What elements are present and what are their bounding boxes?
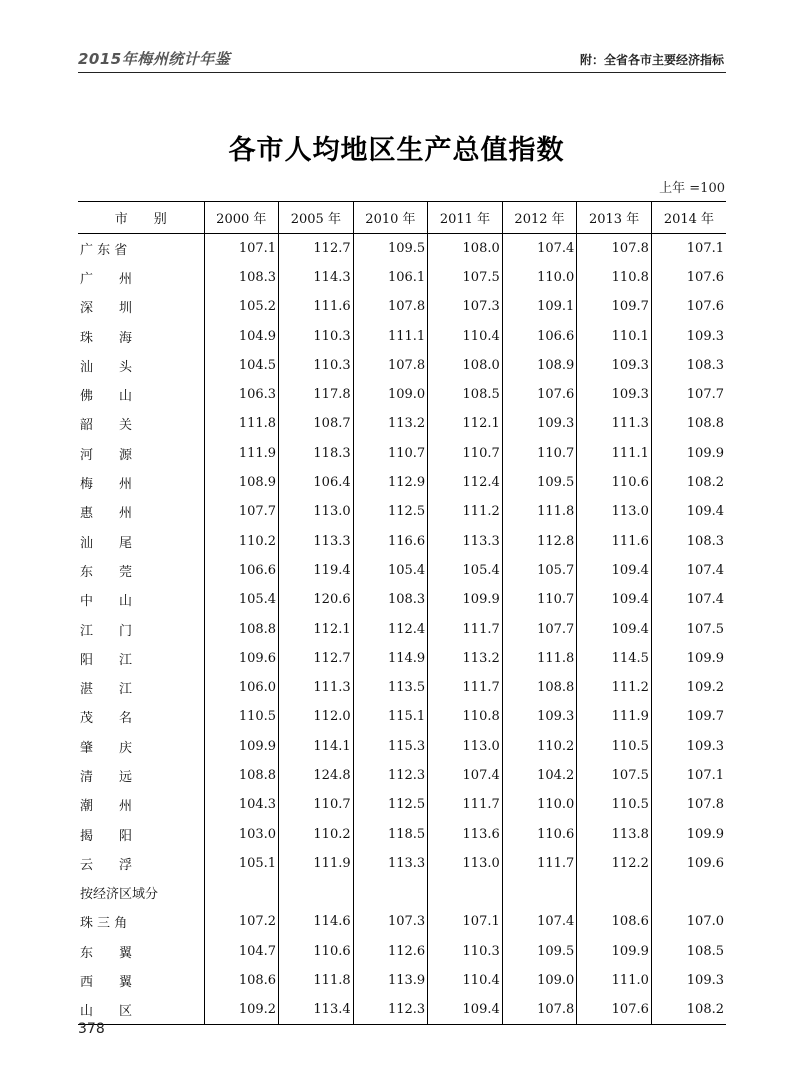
table-row (78, 732, 726, 761)
table-row (78, 556, 726, 585)
table-row (78, 321, 726, 350)
index-value: 108.3 (651, 526, 726, 555)
city-name: 惠 州 (80, 506, 133, 522)
index-value: 110.2 (279, 819, 354, 848)
index-value: 107.1 (651, 761, 726, 790)
index-value: 107.6 (502, 380, 577, 409)
index-value: 106.4 (279, 468, 354, 497)
index-value: 115.1 (353, 702, 428, 731)
column-header-year: 2005 年 (279, 202, 354, 234)
index-value: 110.7 (502, 585, 577, 614)
city-name: 韶 关 (80, 418, 133, 434)
index-value: 107.2 (204, 907, 279, 936)
running-header (78, 46, 726, 73)
index-value: 108.3 (651, 351, 726, 380)
index-value: 109.2 (204, 995, 279, 1024)
column-header-year: 2012 年 (502, 202, 577, 234)
index-value: 107.1 (204, 234, 279, 263)
index-value: 109.9 (204, 732, 279, 761)
index-value: 110.3 (428, 937, 503, 966)
table-row (78, 351, 726, 380)
index-value: 114.5 (577, 644, 652, 673)
index-value: 111.3 (577, 409, 652, 438)
index-value: 107.7 (502, 614, 577, 643)
index-value: 110.3 (279, 321, 354, 350)
index-value: 119.4 (279, 556, 354, 585)
index-value: 108.8 (651, 409, 726, 438)
city-name: 梅 州 (80, 477, 133, 493)
index-value: 110.8 (577, 263, 652, 292)
table-row (78, 526, 726, 555)
index-value: 111.1 (577, 439, 652, 468)
table-row (78, 409, 726, 438)
index-value: 104.2 (502, 761, 577, 790)
index-value: 107.1 (428, 907, 503, 936)
index-value: 111.7 (428, 614, 503, 643)
city-name: 西 翼 (80, 975, 133, 991)
city-name: 阳 江 (80, 652, 133, 668)
index-value: 104.5 (204, 351, 279, 380)
index-value: 104.9 (204, 321, 279, 350)
index-value: 113.3 (279, 526, 354, 555)
index-table (78, 201, 726, 1025)
index-value: 107.0 (651, 907, 726, 936)
index-value: 109.3 (651, 966, 726, 995)
index-value: 110.2 (502, 732, 577, 761)
index-value: 113.8 (577, 819, 652, 848)
index-value: 109.4 (577, 614, 652, 643)
index-value: 110.5 (577, 790, 652, 819)
index-value: 112.6 (353, 937, 428, 966)
index-value: 118.5 (353, 819, 428, 848)
index-value: 114.6 (279, 907, 354, 936)
unit-note: 上年 =100 (659, 181, 725, 196)
index-value: 110.3 (279, 351, 354, 380)
index-value: 107.7 (651, 380, 726, 409)
index-value: 111.2 (428, 497, 503, 526)
index-value: 113.0 (577, 497, 652, 526)
table-row (78, 790, 726, 819)
index-value: 107.8 (502, 995, 577, 1024)
index-value: 110.8 (428, 702, 503, 731)
column-header-year: 2010 年 (353, 202, 428, 234)
index-value: 113.3 (428, 526, 503, 555)
index-value: 111.7 (428, 673, 503, 702)
index-value: 109.4 (651, 497, 726, 526)
index-value: 107.5 (428, 263, 503, 292)
city-name: 潮 州 (80, 799, 133, 815)
index-value: 108.5 (651, 937, 726, 966)
empty-cell (204, 878, 279, 907)
city-name: 珠 三 角 (80, 916, 128, 932)
index-value: 111.8 (204, 409, 279, 438)
index-value: 111.0 (577, 966, 652, 995)
index-value: 107.8 (651, 790, 726, 819)
index-value: 113.9 (353, 966, 428, 995)
index-value: 109.3 (502, 409, 577, 438)
index-value: 112.1 (428, 409, 503, 438)
index-value: 107.5 (577, 761, 652, 790)
index-value: 104.7 (204, 937, 279, 966)
table-row (78, 819, 726, 848)
index-value: 105.4 (428, 556, 503, 585)
table-row (78, 702, 726, 731)
index-value: 113.6 (428, 819, 503, 848)
index-value: 110.0 (502, 790, 577, 819)
index-value: 108.0 (428, 234, 503, 263)
index-value: 109.0 (502, 966, 577, 995)
index-value: 107.4 (651, 585, 726, 614)
index-value: 109.0 (353, 380, 428, 409)
empty-cell (651, 878, 726, 907)
index-value: 109.5 (502, 937, 577, 966)
index-value: 112.4 (428, 468, 503, 497)
city-name: 佛 山 (80, 389, 133, 405)
index-value: 109.1 (502, 292, 577, 321)
city-name: 汕 尾 (80, 535, 133, 551)
index-value: 110.7 (353, 439, 428, 468)
index-value: 112.5 (353, 790, 428, 819)
index-value: 109.2 (651, 673, 726, 702)
index-value: 107.6 (577, 995, 652, 1024)
index-value: 106.1 (353, 263, 428, 292)
index-value: 106.3 (204, 380, 279, 409)
index-value: 111.9 (204, 439, 279, 468)
index-value: 109.3 (651, 732, 726, 761)
index-value: 103.0 (204, 819, 279, 848)
city-name: 茂 名 (80, 711, 133, 727)
index-value: 107.7 (204, 497, 279, 526)
city-name: 河 源 (80, 447, 133, 463)
index-value: 112.8 (502, 526, 577, 555)
index-value: 109.4 (428, 995, 503, 1024)
index-value: 110.1 (577, 321, 652, 350)
empty-cell (577, 878, 652, 907)
column-header-year: 2000 年 (204, 202, 279, 234)
index-value: 106.6 (204, 556, 279, 585)
table-row (78, 644, 726, 673)
index-value: 110.6 (279, 937, 354, 966)
table-group-row (78, 878, 726, 907)
index-value: 107.5 (651, 614, 726, 643)
city-name: 江 门 (80, 623, 133, 639)
city-name: 汕 头 (80, 359, 133, 375)
city-name: 广 东 省 (80, 242, 128, 258)
group-label: 按经济区域分 (80, 887, 159, 903)
index-value: 113.2 (428, 644, 503, 673)
index-value: 111.1 (353, 321, 428, 350)
index-value: 108.3 (353, 585, 428, 614)
column-header-year: 2013 年 (577, 202, 652, 234)
index-value: 108.2 (651, 468, 726, 497)
index-value: 107.4 (502, 234, 577, 263)
table-body (78, 234, 726, 1025)
index-value: 108.7 (279, 409, 354, 438)
index-value: 118.3 (279, 439, 354, 468)
index-value: 111.9 (577, 702, 652, 731)
city-name: 广 州 (80, 271, 133, 287)
index-value: 105.4 (353, 556, 428, 585)
index-value: 112.7 (279, 234, 354, 263)
table-row (78, 995, 726, 1024)
index-value: 114.1 (279, 732, 354, 761)
city-name: 山 区 (78, 995, 204, 1024)
index-value: 107.4 (502, 907, 577, 936)
index-value: 109.7 (577, 292, 652, 321)
index-value: 108.8 (204, 761, 279, 790)
index-value: 115.3 (353, 732, 428, 761)
city-name: 湛 江 (80, 682, 133, 698)
table-row (78, 468, 726, 497)
column-header-city: 市 别 (78, 202, 204, 234)
index-value: 109.5 (353, 234, 428, 263)
table-row (78, 761, 726, 790)
index-value: 105.1 (204, 849, 279, 878)
index-value: 109.9 (651, 439, 726, 468)
index-value: 108.8 (204, 614, 279, 643)
index-value: 107.8 (353, 292, 428, 321)
table-row (78, 292, 726, 321)
index-value: 108.6 (577, 907, 652, 936)
index-value: 107.8 (353, 351, 428, 380)
index-value: 109.4 (577, 556, 652, 585)
table-row (78, 439, 726, 468)
index-value: 111.2 (577, 673, 652, 702)
table-row (78, 497, 726, 526)
index-value: 110.7 (428, 439, 503, 468)
city-name: 东 翼 (80, 945, 133, 961)
index-value: 111.3 (279, 673, 354, 702)
empty-cell (279, 878, 354, 907)
index-value: 112.7 (279, 644, 354, 673)
index-value: 109.7 (651, 702, 726, 731)
table-row (78, 966, 726, 995)
table-row (78, 380, 726, 409)
index-value: 107.6 (651, 263, 726, 292)
index-value: 106.0 (204, 673, 279, 702)
index-value: 112.5 (353, 497, 428, 526)
index-value: 110.7 (279, 790, 354, 819)
index-value: 109.9 (651, 644, 726, 673)
index-value: 107.4 (428, 761, 503, 790)
index-value: 111.7 (428, 790, 503, 819)
index-value: 109.6 (651, 849, 726, 878)
index-value: 105.7 (502, 556, 577, 585)
table-header-row (78, 202, 726, 234)
index-value: 107.4 (651, 556, 726, 585)
index-value: 109.3 (651, 321, 726, 350)
index-value: 116.6 (353, 526, 428, 555)
city-name: 珠 海 (80, 330, 133, 346)
index-value: 113.0 (428, 849, 503, 878)
index-value: 108.2 (651, 995, 726, 1024)
index-value: 110.7 (502, 439, 577, 468)
index-value: 107.8 (577, 234, 652, 263)
index-value: 111.7 (502, 849, 577, 878)
index-value: 110.6 (502, 819, 577, 848)
table-row (78, 849, 726, 878)
index-value: 111.8 (279, 966, 354, 995)
index-value: 109.9 (428, 585, 503, 614)
index-value: 109.5 (502, 468, 577, 497)
index-value: 112.3 (353, 761, 428, 790)
index-value: 108.5 (428, 380, 503, 409)
index-value: 110.5 (577, 732, 652, 761)
city-name: 揭 阳 (80, 828, 133, 844)
index-value: 112.9 (353, 468, 428, 497)
index-value: 108.9 (204, 468, 279, 497)
index-value: 109.3 (577, 380, 652, 409)
table-row (78, 263, 726, 292)
index-value: 111.8 (502, 497, 577, 526)
index-value: 114.3 (279, 263, 354, 292)
index-value: 113.0 (279, 497, 354, 526)
table-row (78, 937, 726, 966)
index-value: 111.6 (577, 526, 652, 555)
index-value: 113.0 (428, 732, 503, 761)
index-value: 110.6 (577, 468, 652, 497)
index-value: 111.8 (502, 644, 577, 673)
index-value: 109.6 (204, 644, 279, 673)
index-value: 110.4 (428, 966, 503, 995)
city-name: 深 圳 (80, 301, 133, 317)
index-value: 109.9 (577, 937, 652, 966)
index-value: 108.0 (428, 351, 503, 380)
page-title: 各市人均地区生产总值指数 (228, 135, 565, 166)
table-row (78, 585, 726, 614)
index-value: 109.9 (651, 819, 726, 848)
index-value: 109.3 (577, 351, 652, 380)
index-value: 117.8 (279, 380, 354, 409)
index-value: 111.6 (279, 292, 354, 321)
city-name: 云 浮 (80, 857, 133, 873)
city-name: 清 远 (80, 769, 133, 785)
page-number: 378 (78, 1021, 105, 1037)
index-value: 105.2 (204, 292, 279, 321)
column-header-year: 2014 年 (651, 202, 726, 234)
index-value: 112.4 (353, 614, 428, 643)
index-value: 112.3 (353, 995, 428, 1024)
index-value: 120.6 (279, 585, 354, 614)
index-value: 107.1 (651, 234, 726, 263)
index-value: 112.1 (279, 614, 354, 643)
city-name: 东 莞 (80, 564, 133, 580)
index-value: 105.4 (204, 585, 279, 614)
table-row (78, 234, 726, 263)
table-row (78, 614, 726, 643)
index-value: 104.3 (204, 790, 279, 819)
index-value: 108.8 (502, 673, 577, 702)
index-value: 114.9 (353, 644, 428, 673)
index-value: 110.5 (204, 702, 279, 731)
table-row (78, 907, 726, 936)
index-value: 107.3 (428, 292, 503, 321)
city-name: 肇 庆 (80, 740, 133, 756)
index-value: 112.0 (279, 702, 354, 731)
index-value: 110.2 (204, 526, 279, 555)
index-value: 113.3 (353, 849, 428, 878)
index-value: 109.4 (577, 585, 652, 614)
city-name: 中 山 (80, 594, 133, 610)
empty-cell (353, 878, 428, 907)
empty-cell (502, 878, 577, 907)
index-value: 113.5 (353, 673, 428, 702)
index-value: 111.9 (279, 849, 354, 878)
index-value: 106.6 (502, 321, 577, 350)
index-value: 110.4 (428, 321, 503, 350)
index-value: 110.0 (502, 263, 577, 292)
index-value: 124.8 (279, 761, 354, 790)
index-value: 109.3 (502, 702, 577, 731)
empty-cell (428, 878, 503, 907)
index-value: 113.2 (353, 409, 428, 438)
yearbook-title: 2015年梅州统计年鉴 (78, 50, 231, 68)
index-value: 108.6 (204, 966, 279, 995)
table-row (78, 673, 726, 702)
index-value: 107.6 (651, 292, 726, 321)
index-value: 108.3 (204, 263, 279, 292)
index-value: 113.4 (279, 995, 354, 1024)
index-value: 112.2 (577, 849, 652, 878)
column-header-year: 2011 年 (428, 202, 503, 234)
section-title: 附：全省各市主要经济指标 (579, 53, 724, 67)
index-value: 108.9 (502, 351, 577, 380)
index-value: 107.3 (353, 907, 428, 936)
